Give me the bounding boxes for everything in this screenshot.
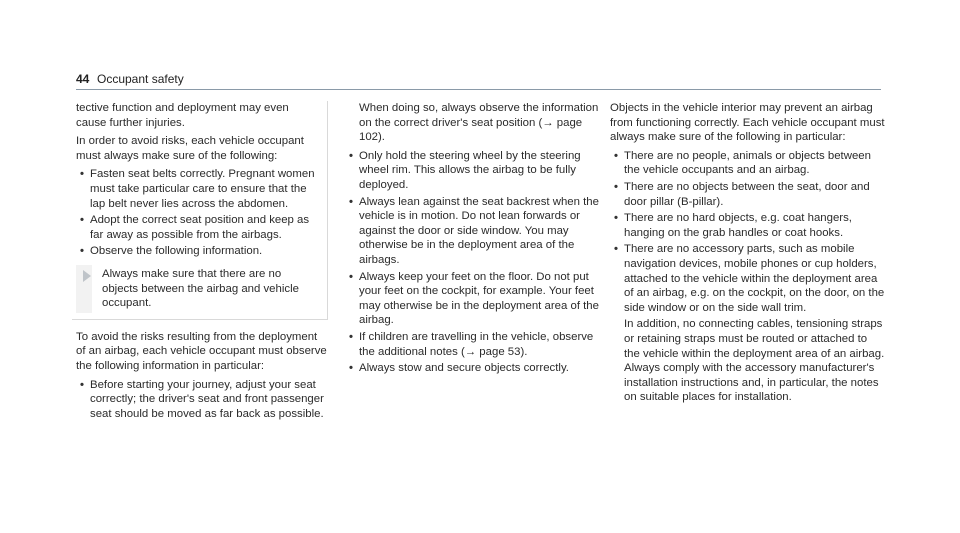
continued-text: When doing so, always observe the information on the correct driver's seat position (→ page 102).	[359, 102, 599, 144]
page-number: 44	[76, 72, 90, 86]
list-item: • There are no objects between the seat, door and door pillar (B-pillar).	[614, 180, 870, 208]
list-item: • Always lean against the seat backrest when the vehicle is in motion. Do not lean forwards or against the door or side window. You may otherwise be in the deployment area of the airbags.	[349, 195, 599, 266]
column-2	[345, 101, 607, 378]
bullet-icon: •	[80, 245, 84, 258]
list-item: • If children are travelling in the vehicle, observe the additional notes (→ page 53).	[349, 330, 594, 358]
column-3	[610, 101, 885, 409]
bullet-icon: •	[349, 330, 353, 343]
note	[76, 267, 315, 311]
list-item: • There are no accessory parts, such as mobile navigation devices, mobile phones or cup holders, attached to the vehicle within the deployment area of an airbag, e.g. on the cockpit, on the door, on the side window or on the side wall trim.	[614, 243, 885, 314]
page-header	[0, 72, 960, 92]
header-rule	[76, 89, 881, 90]
list-item: • Before starting your journey, adjust your seat correctly; the driver's seat and front passenger seat should be moved as far back as possible.	[80, 378, 324, 420]
warning-box	[72, 101, 328, 320]
addition-text: In addition, no connecting cables, tensioning straps or retaining straps must be routed or attached to the vehicle within the deployment area of an airbag. Always comply with the accessory manufacturer's installation instructions and, in particular, the notes on suitable places for installation.	[624, 318, 885, 404]
list-item: • Only hold the steering wheel by the steering wheel rim. This allows the airbag to be fully deployed.	[349, 149, 581, 191]
warning-list	[76, 167, 315, 259]
bullet-list	[345, 149, 607, 376]
list-item: • There are no people, animals or objects between the vehicle occupants and an airbag.	[614, 149, 871, 177]
bullet-icon: •	[614, 212, 618, 225]
bullet-icon: •	[614, 180, 618, 193]
bullet-icon: •	[349, 362, 353, 375]
section-title: Occupant safety	[97, 72, 184, 86]
paragraph: To avoid the risks resulting from the deployment of an airbag, each vehicle occupant must observe the following information in particular:	[76, 330, 327, 372]
bullet-icon: •	[80, 214, 84, 227]
note-text: Always make sure that there are no objects between the airbag and vehicle occupant.	[102, 267, 299, 310]
bullet-icon: •	[80, 378, 84, 391]
bullet-icon: •	[349, 270, 353, 283]
list-item: • Adopt the correct seat position and keep as far away as possible from the airbags.	[80, 214, 310, 241]
bullet-icon: •	[349, 149, 353, 162]
play-arrow-icon	[83, 270, 91, 282]
bullet-list	[76, 378, 328, 422]
list-item: • Fasten seat belts correctly. Pregnant women must take particular care to ensure that the lap belt never lies across the abdomen.	[80, 168, 315, 210]
warning-intro: tective function and deployment may even cause further injuries.	[76, 102, 289, 129]
list-item: • There are no hard objects, e.g. coat hangers, hanging on the grab handles or coat hooks.	[614, 212, 852, 239]
bullet-icon: •	[614, 149, 618, 162]
bullet-icon: •	[80, 168, 84, 181]
bullet-icon: •	[349, 195, 353, 208]
list-item: • Always stow and secure objects correctly.	[349, 362, 569, 375]
list-item: • Always keep your feet on the floor. Do not put your feet on the cockpit, for example. Your feet may otherwise be in the deployment area of the airbag.	[349, 270, 599, 327]
warning-avoid-text: In order to avoid risks, each vehicle occupant must always make sure of the following:	[76, 135, 304, 162]
list-item: • Observe the following information.	[80, 245, 263, 258]
column-1	[76, 101, 328, 423]
bullet-icon: •	[614, 243, 618, 256]
bullet-list	[610, 149, 885, 316]
paragraph: Objects in the vehicle interior may prevent an airbag from functioning correctly. Each vehicle occupant must always make sure of the following in particular:	[610, 102, 885, 144]
